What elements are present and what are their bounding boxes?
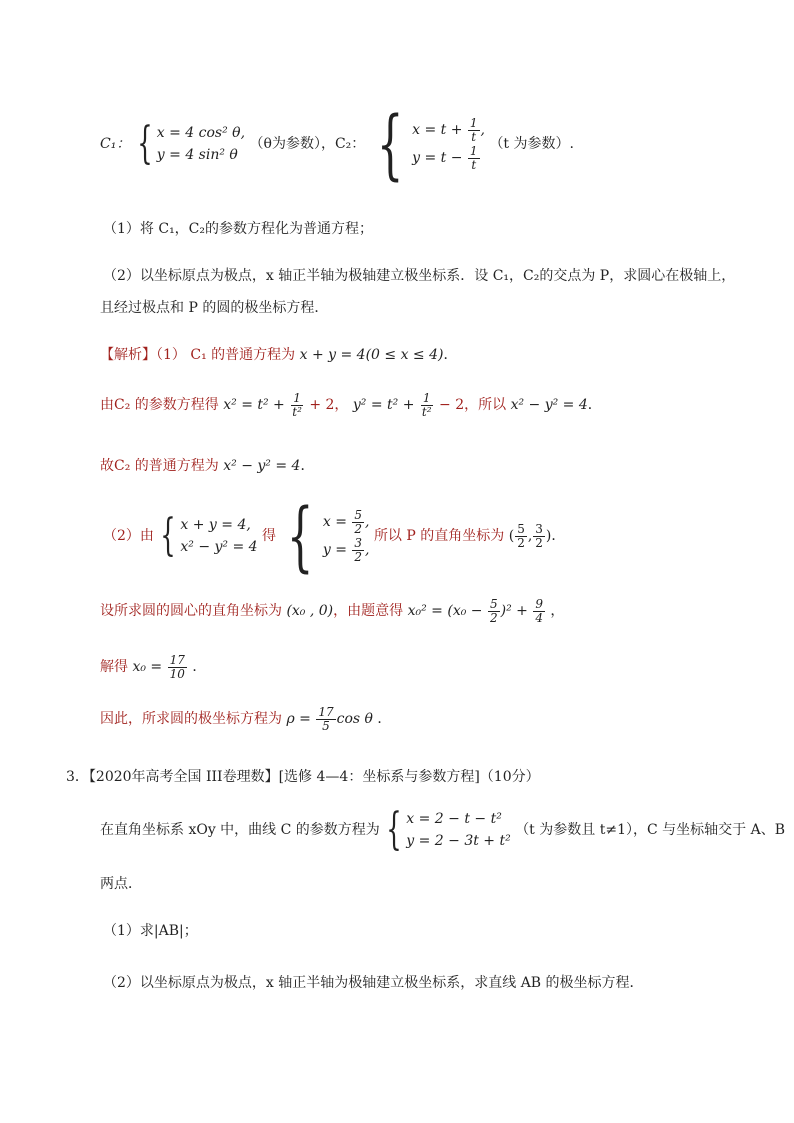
c1-row-1: x = 4 cos² θ, bbox=[156, 125, 246, 141]
left-brace-icon: { bbox=[386, 804, 402, 855]
solution-tag: 【解析】 bbox=[100, 347, 156, 363]
equation: x² = t² + $\frac{1}{\text{t²}}$ bbox=[223, 391, 302, 419]
left-brace-icon: { bbox=[287, 491, 314, 580]
question-2-line-1: （2）以坐标原点为极点，x 轴正半轴为极轴建立极坐标系．设 C₁，C₂的交点为 P，求圆心在极轴上， bbox=[103, 268, 736, 284]
solution-step-6: 解得 x₀ = $\frac{17}{10}$ ． bbox=[100, 653, 207, 681]
equation: x² − y² = 4 bbox=[510, 397, 588, 414]
solution-step-5: 设所求圆的圆心的直角坐标为 (x₀ , 0)，由题意得 x₀² = (x₀ − $\frac{5}{2}$ )² + $\frac{9}{4}$ ， bbox=[100, 597, 565, 625]
problem-3-question-1: （1）求|AB|； bbox=[103, 923, 198, 939]
equation-system: { x + y = 4, x² − y² = 4 bbox=[160, 510, 258, 561]
problem-category: [选修 4—4：坐标系与参数方程]（10分） bbox=[278, 769, 540, 785]
left-brace-icon: { bbox=[376, 99, 404, 188]
equation: x₀² = (x₀ − $\frac{5}{2}$ )² + $\frac{9}{4}$ bbox=[407, 597, 543, 625]
equation: y² = t² + $\frac{1}{\text{t²}}$ bbox=[352, 391, 432, 419]
solution-step-7: 因此，所求圆的极坐标方程为 ρ = $\frac{17}{5}$ cos θ ． bbox=[100, 705, 392, 733]
c2-param-note: （t 为参数）. bbox=[489, 136, 574, 152]
solution-step-1: 【解析】（1） C₁ 的普通方程为 x + y = 4(0 ≤ x ≤ 4)． bbox=[100, 347, 458, 363]
c2-system bbox=[370, 99, 485, 188]
left-brace-icon: { bbox=[160, 510, 177, 561]
solution-system: { x = $\frac{5}{2}$ , y = $\frac{3}{2}$ , bbox=[287, 491, 370, 580]
problem-3-question-2: （2）以坐标原点为极点，x 轴正半轴为极轴建立极坐标系，求直线 AB 的极坐标方程． bbox=[103, 975, 644, 991]
problem-source: 【2020年高考全国 III卷理数】 bbox=[88, 769, 279, 785]
c1-row-2: y = 4 sin² θ bbox=[156, 147, 238, 163]
problem-3-system: { x = 2 − t − t² y = 2 − 3t + t² bbox=[386, 804, 511, 855]
problem-number: 3． bbox=[66, 769, 89, 785]
question-1: （1）将 C₁，C₂的参数方程化为普通方程； bbox=[103, 221, 374, 237]
c1-param-note: （θ为参数），C₂： bbox=[249, 136, 366, 152]
c1-system bbox=[135, 118, 246, 169]
problem-3-stem: 在直角坐标系 xOy 中，曲线 C 的参数方程为 { x = 2 − t − t² y = 2 − 3t + t² （t 为参数且 t≠1），C 与坐标轴交于 A、B bbox=[100, 804, 785, 855]
c2-row-2: y = t − $\frac{1}{t}$ bbox=[412, 143, 478, 172]
left-brace-icon: { bbox=[137, 118, 153, 169]
point-coordinates: ( $\frac{5}{2}$ , $\frac{3}{2}$ )． bbox=[508, 521, 566, 550]
solution-step-2: 由C₂ 的参数方程得 x² = t² + $\frac{1}{\text{t²}}$ + 2， y² = t² + $\frac{1}{\text{t²}}$ − 2，所以 x² − y² = 4． bbox=[100, 391, 602, 419]
problem-3-header bbox=[66, 766, 540, 786]
equation: x + y = 4(0 ≤ x ≤ 4) bbox=[299, 347, 444, 363]
solution-step-3: 故C₂ 的普通方程为 x² − y² = 4． bbox=[100, 458, 315, 474]
c2-row-1: x = t + $\frac{1}{t}$ , bbox=[412, 115, 485, 144]
intro-equations bbox=[100, 99, 574, 188]
c1-label: C₁： bbox=[100, 136, 131, 152]
solution-step-4: （2）由 { x + y = 4, x² − y² = 4 得 { x = $\frac{5}{2}$ , y = $\frac{3}{2}$ , 所以 P 的直角坐标为 ( $\frac{5}{2}$ , $\frac{3}{2}$ )． bbox=[103, 491, 566, 580]
equation: x₀ = $\frac{17}{10}$ bbox=[132, 653, 185, 681]
equation: x² − y² = 4 bbox=[223, 458, 301, 474]
equation: ρ = $\frac{17}{5}$ cos θ bbox=[286, 705, 373, 733]
question-2-line-2: 且经过极点和 P 的圆的极坐标方程． bbox=[100, 300, 329, 316]
problem-3-stem-line-2: 两点． bbox=[100, 876, 142, 892]
